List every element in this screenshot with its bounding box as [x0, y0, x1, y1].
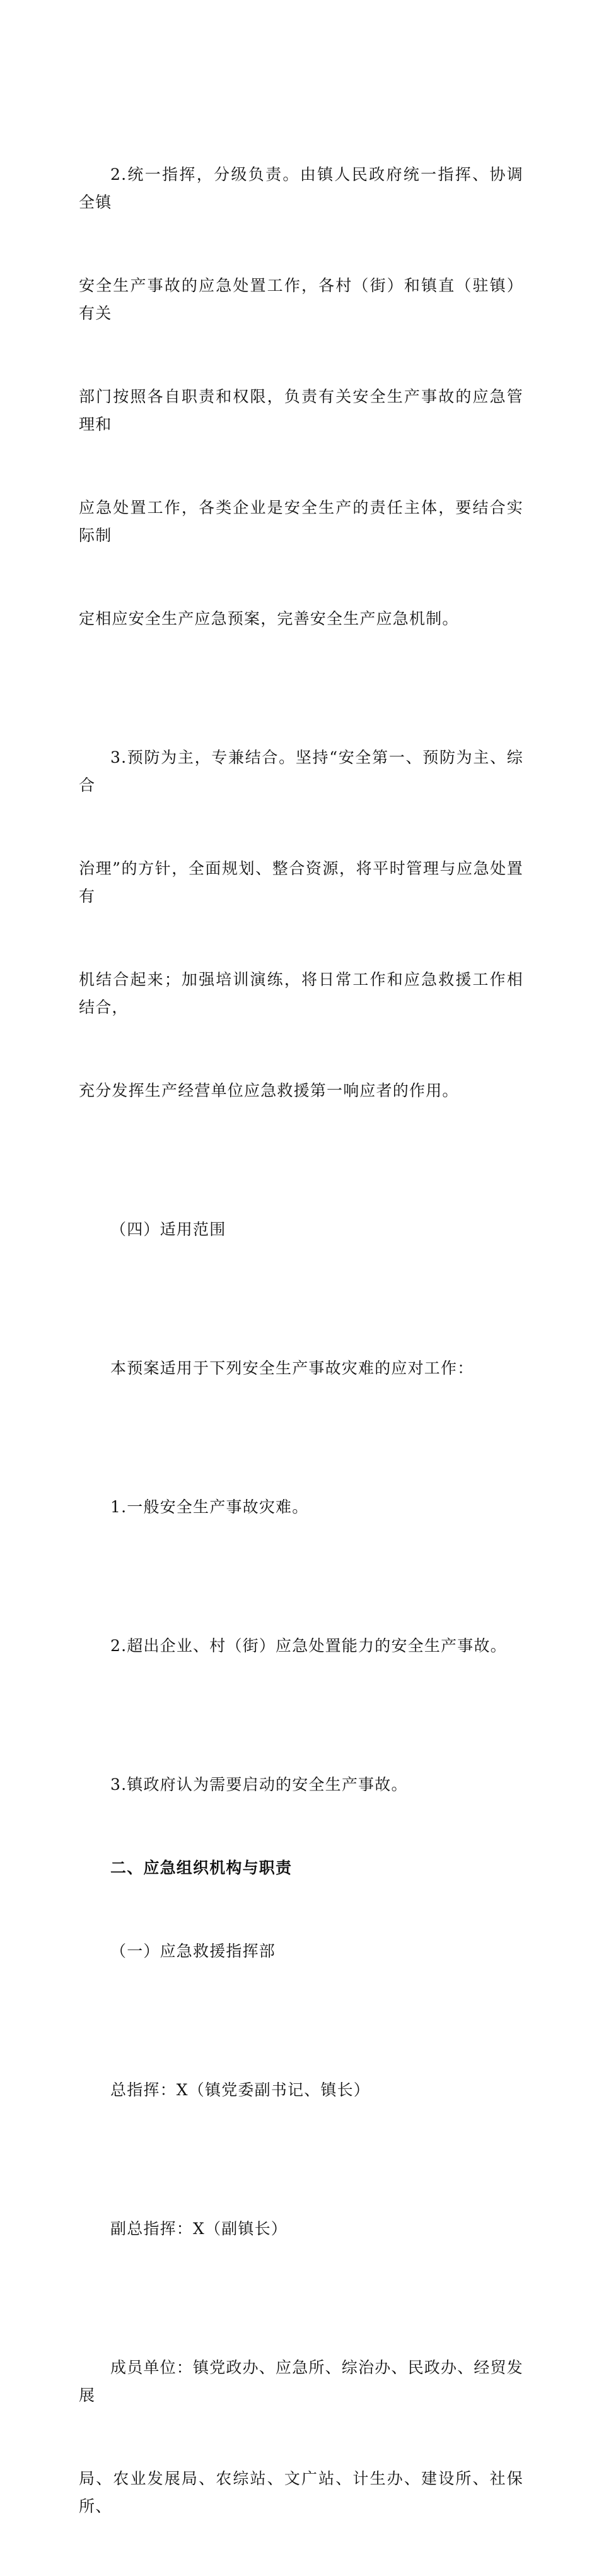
document-body — [79, 105, 523, 2576]
text-line: 充分发挥生产经营单位应急救援第一响应者的作用。 — [79, 1081, 459, 1100]
list-item-scope-3 — [79, 1715, 523, 1854]
text-line: 总指挥：X（镇党委副书记、镇长） — [110, 2081, 370, 2099]
list-item-scope-1 — [79, 1438, 523, 1577]
paragraph-unified-command — [79, 105, 523, 688]
text-line: （一）应急救援指挥部 — [110, 1942, 276, 1960]
paragraph-member-units — [79, 2298, 523, 2576]
text-line: 应急处置工作，各类企业是安全生产的责任主体，要结合实际制 — [79, 498, 523, 544]
text-line: 部门按照各自职责和权限，负责有关安全生产事故的应急管理和 — [79, 387, 523, 433]
paragraph-prevention-first — [79, 688, 523, 1160]
text-line: 3.镇政府认为需要启动的安全生产事故。 — [110, 1775, 408, 1794]
text-line: 本预案适用于下列安全生产事故灾难的应对工作： — [110, 1359, 474, 1377]
paragraph-scope-intro — [79, 1299, 523, 1438]
subheading-scope — [79, 1160, 523, 1299]
text-line: 3.预防为主，专兼结合。坚持“安全第一、预防为主、综合 — [79, 748, 523, 794]
text-line: 2.统一指挥，分级负责。由镇人民政府统一指挥、协调全镇 — [79, 165, 523, 211]
text-line: （四）适用范围 — [110, 1220, 226, 1238]
text-line: 定相应安全生产应急预案，完善安全生产应急机制。 — [79, 609, 459, 628]
list-item-scope-2 — [79, 1577, 523, 1715]
text-line: 副总指挥：X（副镇长） — [110, 2220, 288, 2238]
text-line: 二、应急组织机构与职责 — [110, 1859, 293, 1877]
text-line: 局、农业发展局、农综站、文广站、计生办、建设所、社保所、 — [79, 2469, 523, 2515]
text-line: 安全生产事故的应急处置工作，各村（街）和镇直（驻镇）有关 — [79, 276, 523, 322]
subheading-command-center — [79, 1882, 523, 2021]
text-line: 成员单位：镇党政办、应急所、综治办、民政办、经贸发展 — [79, 2358, 524, 2404]
text-line: 机结合起来；加强培训演练，将日常工作和应急救援工作相结合， — [79, 970, 523, 1016]
text-line: 2.超出企业、村（街）应急处置能力的安全生产事故。 — [110, 1637, 507, 1655]
text-line: 治理”的方针，全面规划、整合资源，将平时管理与应急处置有 — [79, 859, 523, 905]
section-heading-organization — [79, 1854, 523, 1882]
paragraph-deputy-commander — [79, 2160, 523, 2298]
paragraph-commander — [79, 2021, 523, 2160]
text-line: 1.一般安全生产事故灾难。 — [110, 1498, 309, 1516]
